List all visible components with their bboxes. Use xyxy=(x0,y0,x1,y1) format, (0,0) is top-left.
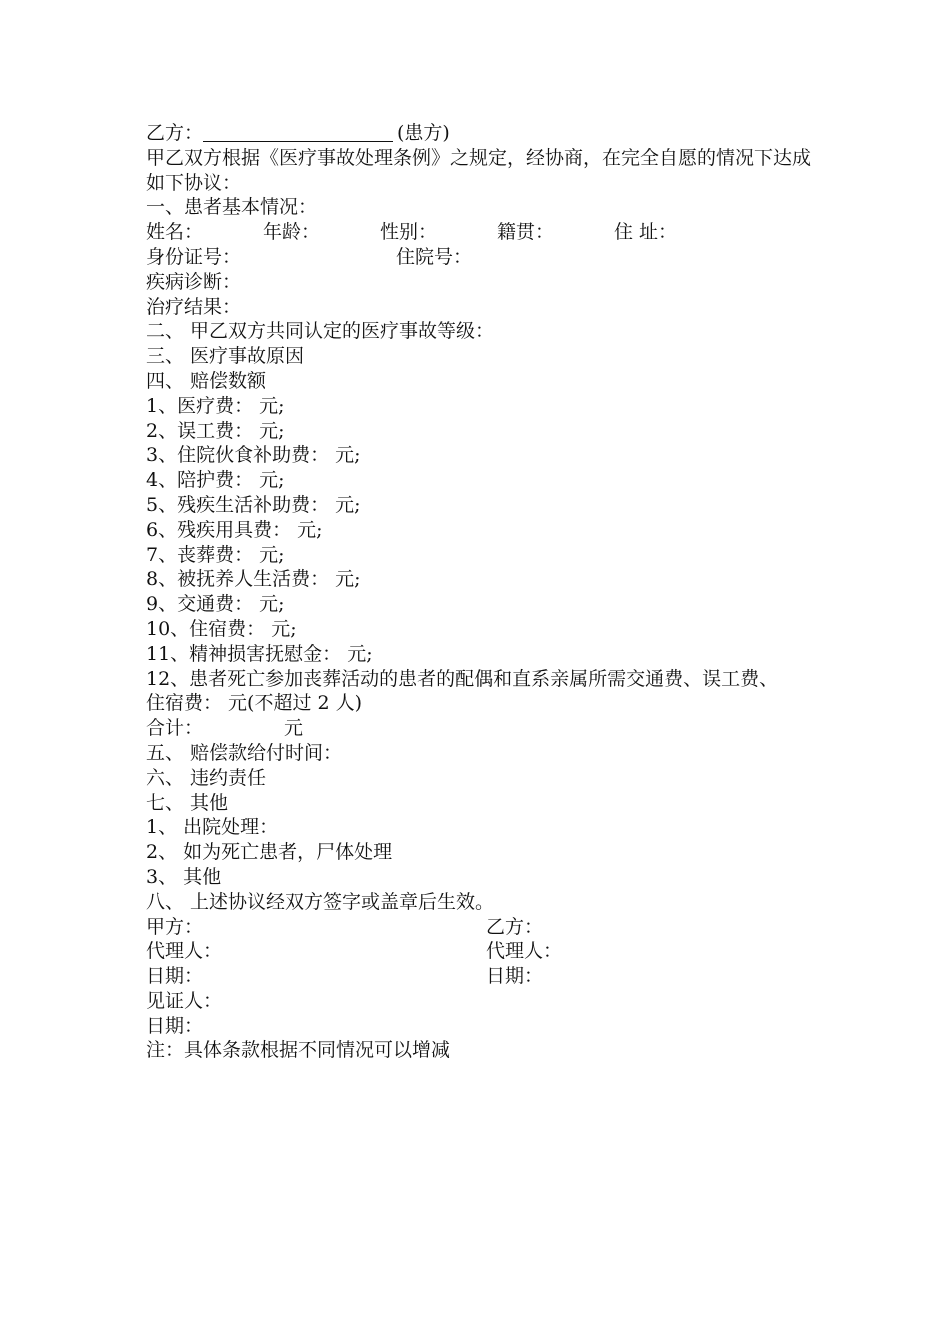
hospital-number-label: 住院号： xyxy=(396,245,473,268)
origin-label: 籍贯： xyxy=(497,221,555,244)
signature-row-agent xyxy=(146,939,826,964)
signature-row-party xyxy=(146,915,826,940)
compensation-item: 7、丧葬费： 元; xyxy=(146,543,285,566)
section7-title: 七、 其他 xyxy=(146,791,229,814)
section2-line: 二、 甲乙双方共同认定的医疗事故等级： xyxy=(146,320,495,343)
compensation-item: 11、精神损害抚慰金： 元; xyxy=(146,642,373,665)
age-label: 年龄： xyxy=(263,221,321,244)
witness-date-line: 日期： xyxy=(146,1014,204,1037)
signature-row-date xyxy=(146,964,826,989)
compensation-item: 3、住院伙食补助费： 元; xyxy=(146,444,361,467)
section4-title: 四、 赔偿数额 xyxy=(146,369,267,392)
agreement-body xyxy=(146,121,826,1063)
compensation-item: 住宿费： 元(不超过 2 人) xyxy=(146,692,363,715)
other-item: 3、 其他 xyxy=(146,865,222,888)
compensation-item: 6、残疾用具费： 元; xyxy=(146,518,323,541)
party-b-label: 乙方： xyxy=(146,122,204,144)
id-number-label: 身份证号： xyxy=(146,245,242,268)
compensation-item: 9、交通费： 元; xyxy=(146,593,285,616)
agent-a-label: 代理人： xyxy=(146,940,223,963)
party-b-line xyxy=(146,121,826,146)
party-a-label: 甲方： xyxy=(146,915,204,938)
party-b-sign-label: 乙方： xyxy=(486,915,544,938)
diagnosis-line: 疾病诊断： xyxy=(146,270,242,293)
party-b-blank xyxy=(203,123,393,142)
other-item: 1、 出院处理： xyxy=(146,816,279,839)
compensation-item: 2、误工费： 元; xyxy=(146,419,285,442)
patient-info-row xyxy=(146,220,826,245)
section8-line: 八、 上述协议经双方签字或盖章后生效。 xyxy=(146,890,495,913)
address-label: 住 址： xyxy=(614,221,678,244)
section3-line: 三、 医疗事故原因 xyxy=(146,345,305,368)
compensation-item: 1、医疗费： 元; xyxy=(146,394,285,417)
compensation-item: 12、患者死亡参加丧葬活动的患者的配偶和直系亲属所需交通费、误工费、 xyxy=(146,667,779,690)
note-line: 注：具体条款根据不同情况可以增减 xyxy=(146,1039,451,1062)
section6-line: 六、 违约责任 xyxy=(146,766,267,789)
compensation-item: 8、被抚养人生活费： 元; xyxy=(146,568,361,591)
id-row xyxy=(146,245,826,270)
compensation-item: 4、陪护费： 元; xyxy=(146,469,285,492)
total-unit: 元 xyxy=(284,717,304,740)
compensation-item: 10、住宿费： 元; xyxy=(146,617,297,640)
party-b-suffix: (患方) xyxy=(397,122,450,144)
witness-line: 见证人： xyxy=(146,989,223,1012)
compensation-item: 5、残疾生活补助费： 元; xyxy=(146,493,361,516)
intro-paragraph: 甲乙双方根据《医疗事故处理条例》之规定，经协商，在完全自愿的情况下达成如下协议： xyxy=(146,146,812,194)
section1-title: 一、患者基本情况： xyxy=(146,196,318,219)
section5-line: 五、 赔偿款给付时间： xyxy=(146,741,343,764)
date-b-label: 日期： xyxy=(486,965,544,988)
agent-b-label: 代理人： xyxy=(486,940,563,963)
gender-label: 性别： xyxy=(380,221,438,244)
result-line: 治疗结果： xyxy=(146,295,242,318)
name-label: 姓名： xyxy=(146,221,204,244)
total-line xyxy=(146,716,826,741)
total-label: 合计： xyxy=(146,717,204,740)
date-a-label: 日期： xyxy=(146,965,204,988)
other-item: 2、 如为死亡患者，尸体处理 xyxy=(146,841,393,864)
